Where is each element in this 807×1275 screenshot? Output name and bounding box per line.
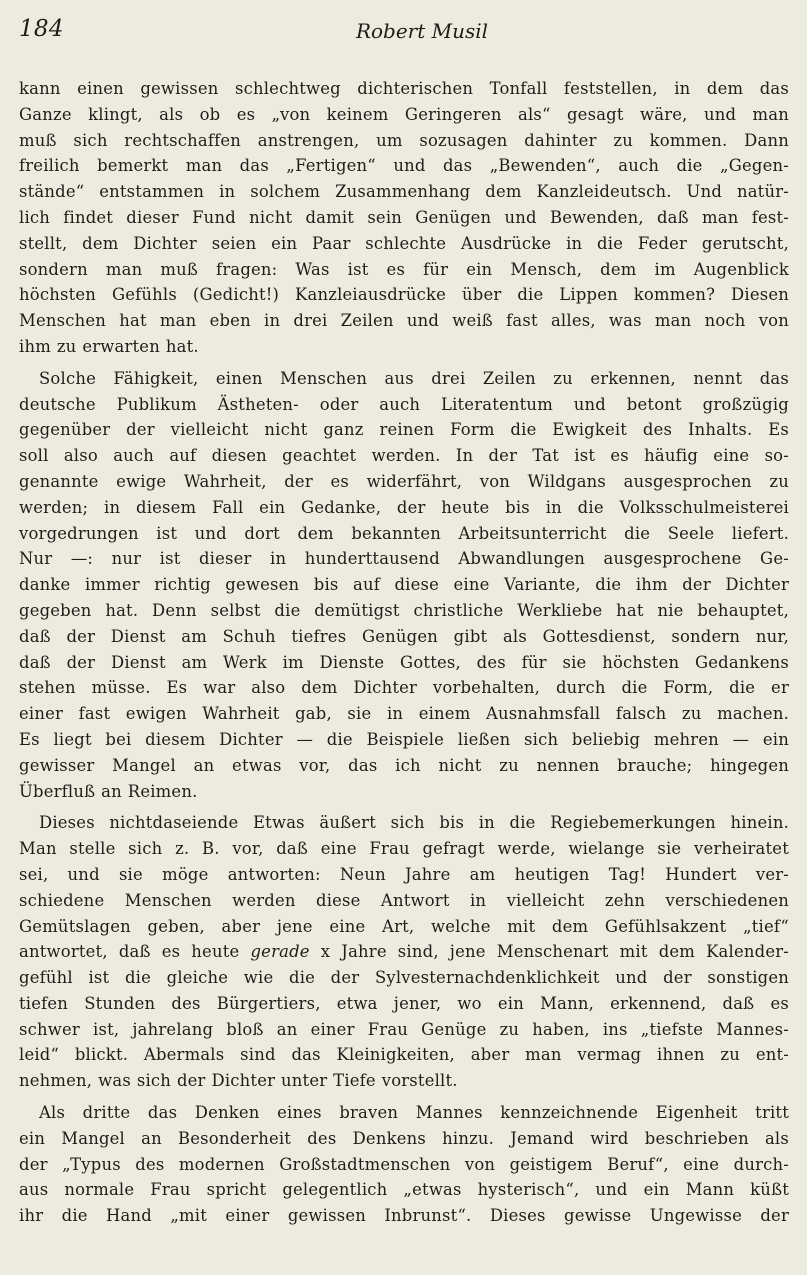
text-line: Menschen hat man eben in drei Zeilen und weiß fast alles, was man noch von: [19, 311, 789, 331]
text-line: sondern man muß fragen: Was ist es für ein Mensch, dem im Augenblick: [19, 259, 789, 279]
text-line: freilich bemerkt man das „Fertigen“ und das „Bewenden“, auch die „Gegen-: [19, 156, 789, 176]
text-line: daß der Dienst am Werk im Dienste Gottes, des für sie höchsten Gedankens: [19, 652, 789, 672]
paragraph: [19, 810, 789, 1094]
paragraph: [19, 366, 789, 805]
text-line: gefühl ist die gleiche wie die der Sylvesternachdenklichkeit und der sonstigen: [19, 968, 789, 988]
body-text: [19, 76, 789, 1229]
text-line: soll also auch auf diesen geachtet werden. In der Tat ist es häufig eine so-: [19, 446, 789, 466]
text-line: ein Mangel an Besonderheit des Denkens hinzu. Jemand wird beschrieben als: [19, 1128, 789, 1148]
text-line: stellt, dem Dichter seien ein Paar schlechte Ausdrücke in die Feder gerutscht,: [19, 233, 789, 253]
text-line: Gemütslagen geben, aber jene eine Art, welche mit dem Gefühlsakzent „tief“: [19, 916, 789, 936]
text-line: tiefen Stunden des Bürgertiers, etwa jener, wo ein Mann, erkennend, daß es: [19, 993, 789, 1013]
emphasis: gerade: [250, 942, 310, 962]
text-line: höchsten Gefühls (Gedicht!) Kanzleiausdrücke über die Lippen kommen? Diesen: [19, 285, 789, 305]
text-line: muß sich rechtschaffen anstrengen, um sozusagen dahinter zu kommen. Dann: [19, 130, 789, 150]
text-line: nehmen, was sich der Dichter unter Tiefe vorstellt.: [19, 1071, 458, 1091]
text-line: Als dritte das Denken eines braven Mannes kennzeichnende Eigenheit tritt: [39, 1103, 789, 1123]
text-line: ihm zu erwarten hat.: [19, 336, 199, 356]
text-line: danke immer richtig gewesen bis auf diese eine Variante, die ihm der Dichter: [19, 575, 789, 595]
text-line: gegeben hat. Denn selbst die demütigst christliche Werkliebe hat nie behauptet,: [19, 600, 789, 620]
text-line: leid“ blickt. Abermals sind das Kleinigkeiten, aber man vermag ihnen zu ent-: [19, 1045, 789, 1065]
text-line: aus normale Frau spricht gelegentlich „etwas hysterisch“, und ein Mann küßt: [19, 1180, 789, 1200]
text-line: werden; in diesem Fall ein Gedanke, der heute bis in die Volksschulmeisterei: [19, 497, 789, 517]
text-line: Es liegt bei diesem Dichter — die Beispiele ließen sich beliebig mehren — ein: [19, 729, 789, 749]
text-line: sei, und sie möge antworten: Neun Jahre am heutigen Tag! Hundert ver-: [19, 864, 789, 884]
text-line: kann einen gewissen schlechtweg dichterischen Tonfall feststellen, in dem das: [19, 79, 789, 98]
text-line: vorgedrungen ist und dort dem bekannten Arbeitsunterricht die Seele liefert.: [19, 523, 789, 543]
text-line: lich findet dieser Fund nicht damit sein Genügen und Bewenden, daß man fest-: [19, 207, 789, 227]
text-line: schwer ist, jahrelang bloß an einer Frau Genüge zu haben, ins „tiefste Mannes-: [19, 1019, 789, 1039]
page-number: 184: [19, 16, 64, 42]
text-line: daß der Dienst am Schuh tiefres Genügen gibt als Gottesdienst, sondern nur,: [19, 626, 789, 646]
text-line: Nur —: nur ist dieser in hunderttausend Abwandlungen ausgesprochene Ge-: [19, 549, 789, 569]
text-line: genannte ewige Wahrheit, der es widerfährt, von Wildgans ausgesprochen zu: [19, 471, 789, 491]
paragraph: [19, 1100, 789, 1229]
text-line: gewisser Mangel an etwas vor, das ich nicht zu nennen brauche; hingegen: [19, 755, 789, 775]
paragraph: [19, 76, 789, 360]
text-line: Man stelle sich z. B. vor, daß eine Frau gefragt werde, wielange sie verheiratet: [19, 839, 789, 859]
running-head: Robert Musil: [355, 19, 489, 43]
text-line: Überfluß an Reimen.: [19, 781, 198, 801]
page-header: [19, 12, 789, 54]
text-line: deutsche Publikum Ästheten- oder auch Literatentum und betont großzügig: [19, 394, 789, 414]
text-line: Ganze klingt, als ob es „von keinem Geringeren als“ gesagt wäre, und man: [19, 104, 789, 124]
text-line: einer fast ewigen Wahrheit gab, sie in einem Ausnahmsfall falsch zu machen.: [19, 704, 789, 724]
text-line: ihr die Hand „mit einer gewissen Inbrunst“. Dieses gewisse Ungewisse der: [19, 1206, 789, 1226]
text-line: Solche Fähigkeit, einen Menschen aus drei Zeilen zu erkennen, nennt das: [39, 368, 789, 388]
text-line: stehen müsse. Es war also dem Dichter vorbehalten, durch die Form, die er: [19, 678, 789, 698]
text-line: Dieses nichtdaseiende Etwas äußert sich bis in die Regiebemerkungen hinein.: [39, 813, 789, 833]
text-line: stände“ entstammen in solchem Zusammenhang dem Kanzleideutsch. Und natür-: [19, 182, 789, 202]
text-line: der „Typus des modernen Großstadtmenschen von geistigem Beruf“, eine durch-: [19, 1154, 789, 1174]
text-line: gegenüber der vielleicht nicht ganz reinen Form die Ewigkeit des Inhalts. Es: [19, 420, 789, 440]
text-line: schiedene Menschen werden diese Antwort in vielleicht zehn verschiedenen: [19, 890, 789, 910]
text-line: antwortet, daß es heute gerade x Jahre sind, jene Menschenart mit dem Kalender-: [19, 942, 789, 962]
